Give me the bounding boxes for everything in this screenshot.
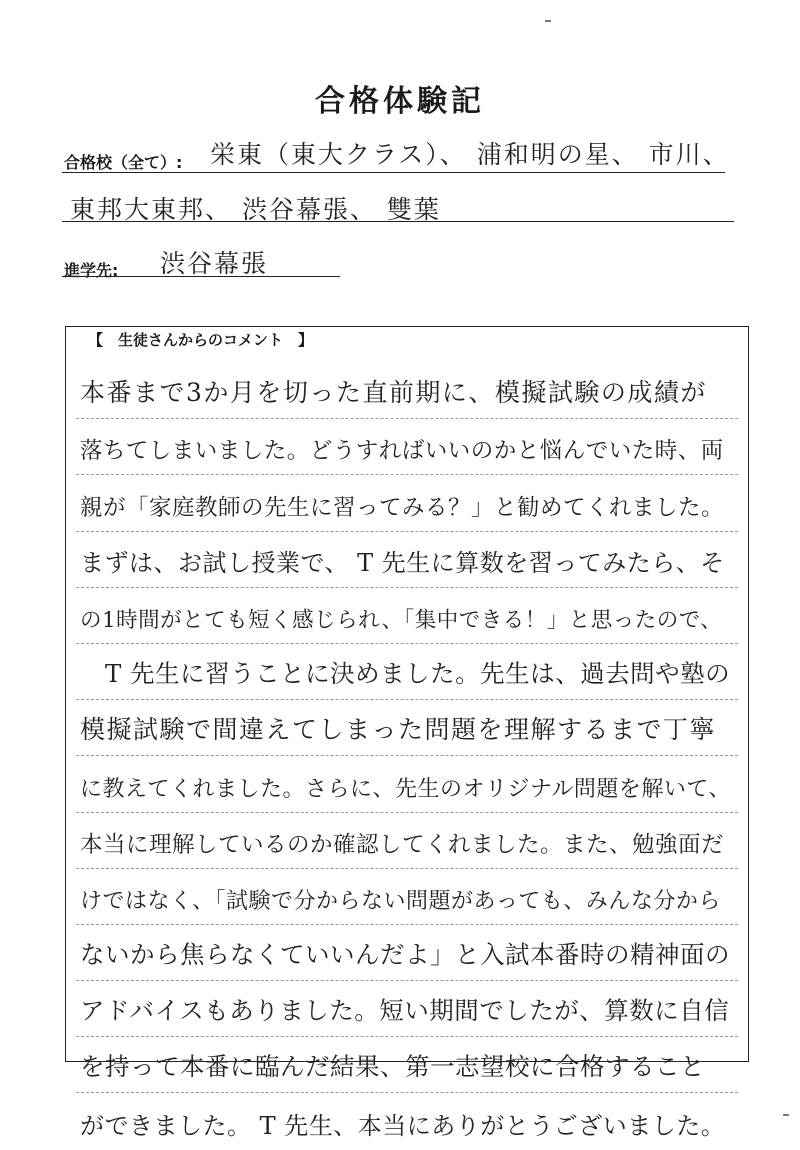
enrolled-school-value: 渋谷幕張: [160, 249, 269, 278]
accepted-schools-label: 合格校（全て）:: [64, 153, 183, 172]
comment-line-text: の1時間がとても短く感じられ、「集中できる！」と思ったので、: [80, 607, 723, 633]
comment-line: [76, 700, 738, 756]
comment-line-text: に教えてくれました。さらに、先生のオリジナル問題を解いて、: [80, 776, 731, 802]
comment-line: [76, 532, 738, 588]
page-title: 合格体験記: [315, 84, 485, 119]
comment-line-text: ないから焦らなくていいんだよ」と入試本番時の精神面の: [80, 940, 730, 970]
comment-header: 【 生徒さんからのコメント 】: [88, 331, 314, 349]
comment-line-text: 本番まで3か月を切った直前期に、模擬試験の成績が: [80, 378, 707, 408]
scan-speck: [545, 20, 551, 22]
comment-line-text: 親が「家庭教師の先生に習ってみる？」と勧めてくれました。: [80, 494, 725, 521]
accepted-schools-line1: 栄東（東大クラス）、 浦和明の星、 市川、: [210, 140, 730, 169]
enrolled-school-rule: [62, 276, 340, 277]
comment-lines: [76, 363, 738, 1150]
scan-speck: [783, 1114, 789, 1116]
comment-line-text: 本当に理解しているのか確認してくれました。また、勉強面だ: [80, 831, 725, 858]
comment-line-text: を持って本番に臨んだ結果、第一志望校に合格すること: [80, 1052, 705, 1082]
comment-line: [76, 813, 738, 869]
comment-line: [76, 869, 738, 925]
comment-line: [76, 475, 738, 531]
enrolled-school-label: 進学先:: [64, 261, 119, 280]
comment-line-text: けではなく、「試験で分からない問題があっても、みんな分から: [80, 888, 721, 914]
comment-line-text: まずは、お試し授業で、 T 先生に算数を習ってみたら、そ: [80, 548, 725, 577]
comment-line: [76, 925, 738, 981]
accepted-schools-rule-2: [62, 221, 734, 222]
comment-line-text: アドバイスもありました。短い期間でしたが、算数に自信: [80, 996, 730, 1026]
comment-line: [76, 1093, 738, 1149]
comment-line-text: 落ちてしまいました。どうすればいいのかと悩んでいた時、両: [80, 438, 724, 465]
accepted-schools-line2: 東邦大東邦、 渋谷幕張、 雙葉: [70, 195, 441, 224]
comment-line-text: 模擬試験で間違えてしまった問題を理解するまで丁寧: [80, 715, 717, 745]
comment-line: [76, 981, 738, 1037]
comment-line: [76, 1037, 738, 1093]
comment-line: [76, 363, 738, 419]
comment-line: [76, 644, 738, 700]
comment-line: [76, 419, 738, 475]
comment-box: [65, 326, 749, 1140]
comment-line: [76, 756, 738, 812]
comment-line-text: ができました。 T 先生、本当にありがとうございました。: [80, 1111, 726, 1140]
comment-line: [76, 588, 738, 644]
comment-line-text: T 先生に習うことに決めました。先生は、過去問や塾の: [80, 659, 731, 689]
accepted-schools-rule-1: [62, 172, 725, 173]
